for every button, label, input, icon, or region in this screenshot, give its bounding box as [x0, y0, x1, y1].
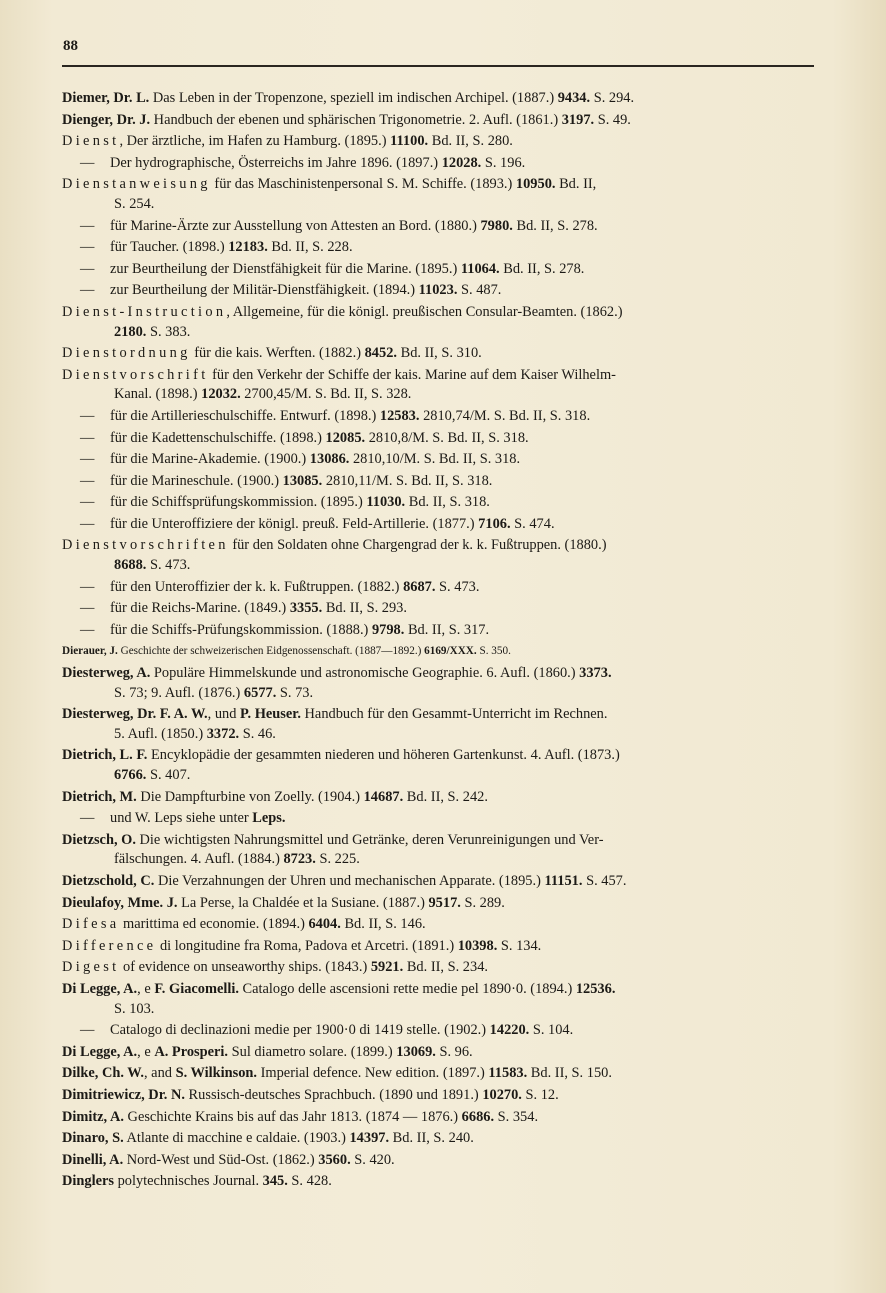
entry-title: S. 254. [114, 195, 155, 212]
entry-title: für die Marineschule. (1900.) [110, 472, 283, 489]
entry-catalog-number: 11151. [544, 872, 583, 889]
entry-dash: — [80, 810, 95, 827]
entry-dash: — [80, 239, 95, 256]
catalog-entry [62, 281, 820, 301]
entry-line [62, 1064, 820, 1084]
catalog-entry [62, 1172, 820, 1192]
entry-title: Der hydrographische, Österreichs im Jahre 1896. (1897.) [110, 154, 442, 171]
entry-reference: S. 354. [494, 1108, 539, 1125]
entry-author: Dieulafoy, Mme. J. [62, 894, 178, 911]
entry-line [62, 132, 820, 152]
entry-reference: S. 134. [497, 937, 542, 954]
entry-title: Sul diametro solare. (1899.) [228, 1043, 397, 1060]
entry-catalog-number: 7980. [480, 217, 513, 234]
entry-line [80, 578, 820, 598]
entry-title: , and [143, 1065, 176, 1082]
entry-reference: 2810,10/M. S. Bd. II, S. 318. [349, 451, 521, 468]
entry-catalog-number: 14220. [489, 1022, 530, 1039]
entry-line [62, 1043, 820, 1063]
entry-line [62, 1129, 820, 1149]
catalog-entry [62, 664, 820, 703]
page-number: 88 [63, 38, 78, 54]
entry-reference: S. 294. [590, 90, 635, 106]
entry-line [80, 599, 820, 619]
entry-title: S. 73; 9. Aufl. (1876.) [114, 684, 244, 701]
entry-dash: — [80, 494, 95, 511]
entry-title: La Perse, la Chaldée et la Susiane. (1887.) [177, 894, 429, 911]
entry-crossref: Leps. [252, 810, 286, 827]
entry-reference: S. 225. [315, 851, 360, 868]
entry-line [62, 344, 820, 364]
entry-title: polytechnisches Journal. [113, 1173, 263, 1190]
entry-coauthor: P. Heuser. [240, 706, 301, 723]
entry-title: für die Unteroffiziere der königl. preuß. Feld-Artillerie. (1877.) [110, 515, 479, 532]
entry-dash: — [80, 472, 95, 489]
catalog-entry [62, 809, 820, 829]
entry-title: Kanal. (1898.) [114, 386, 202, 403]
entry-title: Catalogo di declinazioni medie per 1900·0 di 1419 stelle. (1902.) [110, 1022, 490, 1039]
entry-catalog-number: 5921. [370, 959, 404, 976]
entry-catalog-number: 6404. [308, 916, 341, 933]
entry-title: für die Kadettenschulschiffe. (1898.) [110, 429, 326, 446]
entry-title: für Marine-Ärzte zur Ausstellung von Attesten an Bord. (1880.) [110, 217, 481, 234]
entry-catalog-number: 13069. [396, 1043, 436, 1060]
entry-catalog-number: 9798. [371, 621, 405, 638]
entry-title: di longitudine fra Roma, Padova et Arcetri. (1891.) [156, 937, 458, 954]
entry-line [80, 1021, 820, 1041]
entry-author: Dienger, Dr. J. [62, 111, 151, 128]
entry-catalog-number: 10270. [482, 1086, 522, 1103]
entry-line [80, 217, 820, 237]
entry-dash: — [80, 515, 95, 532]
entry-line [62, 556, 820, 576]
entry-line [62, 958, 820, 978]
entry-title: Das Leben in der Tropenzone, speziell im indischen Archipel. (1887.) [149, 90, 558, 106]
entry-line [80, 809, 820, 829]
entry-title: Atlante di macchine e caldaie. (1903.) [123, 1130, 350, 1147]
entry-reference: Bd. II, S. 278. [499, 260, 585, 277]
entry-reference: Bd. II, S. 310. [397, 345, 482, 362]
entry-line [80, 154, 820, 174]
entry-catalog-number: 11030. [366, 494, 406, 511]
entry-title: 5. Aufl. (1850.) [114, 725, 207, 742]
entry-line [80, 281, 820, 301]
entry-author: Dienstordnung [62, 345, 191, 362]
entry-line [62, 195, 820, 215]
entry-reference: 2810,8/M. S. Bd. II, S. 318. [365, 429, 529, 446]
catalog-entry [62, 344, 820, 364]
catalog-entry [62, 1129, 820, 1149]
entry-line [62, 1172, 820, 1192]
entry-title: Handbuch für den Gesammt-Unterricht im Rechnen. [300, 706, 608, 723]
catalog-entry [62, 746, 820, 785]
entry-author: Dienst-Instruction [62, 303, 227, 320]
entry-title: , Der ärztliche, im Hafen zu Hamburg. (1895.) [119, 133, 391, 150]
entry-catalog-number: 9434. [557, 90, 591, 106]
entry-title: Catalogo delle ascensioni rette medie pel 1890·0. (1894.) [238, 980, 576, 997]
entry-line [62, 684, 820, 704]
catalog-entry [62, 1086, 820, 1106]
entry-reference: Bd. II, S. 278. [512, 217, 598, 234]
catalog-entry [62, 1151, 820, 1171]
entry-line [62, 89, 820, 109]
entry-reference: S. 73. [276, 684, 314, 701]
entry-line [62, 366, 820, 386]
entry-line [80, 493, 820, 513]
entry-reference: 2810,11/M. S. Bd. II, S. 318. [322, 472, 493, 489]
entry-title: , e [137, 980, 155, 997]
entry-title: für den Verkehr der Schiffe der kais. Marine auf dem Kaiser Wilhelm- [208, 366, 616, 383]
entry-dash: — [80, 429, 95, 446]
entry-author: Dinelli, A. [62, 1151, 124, 1168]
entry-title: Geschichte der schweizerischen Eidgenossenschaft. (1887—1892.) [117, 645, 425, 658]
entry-line [80, 450, 820, 470]
entry-line [80, 621, 820, 641]
catalog-entry [62, 599, 820, 619]
catalog-entry [62, 407, 820, 427]
entry-title: für das Maschinistenpersonal S. M. Schiffe. (1893.) [210, 176, 516, 193]
entry-title: Imperial defence. New edition. (1897.) [257, 1065, 489, 1082]
entry-reference: S. 49. [594, 111, 631, 128]
entry-author: Di Legge, A. [62, 980, 138, 997]
entry-catalog-number: 7106. [478, 515, 511, 532]
catalog-entry [62, 450, 820, 470]
entry-catalog-number: 8452. [364, 345, 397, 362]
entry-coauthor: A. Prosperi. [154, 1043, 229, 1060]
entry-line [80, 429, 820, 449]
entry-dash: — [80, 1022, 95, 1039]
entry-title: Die wichtigsten Nahrungsmittel und Getränke, deren Verunreinigungen und Ver- [135, 831, 604, 848]
entry-reference: 2810,74/M. S. Bd. II, S. 318. [419, 407, 591, 424]
entry-title: of evidence on unseaworthy ships. (1843.) [119, 959, 371, 976]
catalog-entry [62, 937, 820, 957]
entry-title: marittima ed economie. (1894.) [119, 916, 309, 933]
entry-line [62, 705, 820, 725]
catalog-entry [62, 260, 820, 280]
entry-line [62, 664, 820, 684]
entry-catalog-number: 13086. [309, 451, 350, 468]
catalog-entry [62, 705, 820, 744]
entry-catalog-number: 12085. [325, 429, 366, 446]
entry-author: Dinglers [62, 1173, 114, 1190]
entry-coauthor: S. Wilkinson. [175, 1065, 258, 1082]
entry-reference: S. 428. [287, 1173, 332, 1190]
entry-reference: S. 474. [510, 515, 555, 532]
catalog-entry [62, 980, 820, 1019]
entry-reference: Bd. II, S. 228. [267, 239, 353, 256]
entry-line [62, 1086, 820, 1106]
entry-reference: S. 487. [457, 282, 502, 299]
entry-catalog-number: 3373. [579, 665, 612, 682]
catalog-entry [62, 894, 820, 914]
entry-author: Dietrich, M. [62, 788, 137, 805]
entry-dash: — [80, 217, 95, 234]
entry-catalog-number: 14397. [349, 1130, 390, 1147]
entry-title: und W. Leps siehe unter [110, 810, 253, 827]
catalog-entry [62, 536, 820, 575]
entry-reference: S. 473. [435, 578, 480, 595]
entry-line [62, 850, 820, 870]
entry-dash: — [80, 282, 95, 299]
catalog-entry [62, 1064, 820, 1084]
entry-author: Dienstanweisung [62, 176, 211, 193]
entry-reference: Bd. II, S. 150. [527, 1065, 612, 1082]
entry-reference: S. 289. [460, 894, 505, 911]
entry-line [80, 472, 820, 492]
entry-reference: Bd. II, S. 234. [403, 959, 488, 976]
entry-catalog-number: 6686. [461, 1108, 495, 1125]
entry-catalog-number: 8723. [283, 851, 316, 868]
entry-line [62, 746, 820, 766]
entry-line [62, 766, 820, 786]
entry-author: Diemer, Dr. L. [62, 90, 150, 106]
entry-reference: Bd. II, S. 293. [322, 600, 407, 617]
entry-author: Dienstvorschriften [62, 537, 229, 554]
entry-line [62, 788, 820, 808]
entry-dash: — [80, 407, 95, 424]
catalog-entry [62, 915, 820, 935]
entry-title: , e [137, 1043, 155, 1060]
entry-line [62, 175, 820, 195]
entry-line [62, 915, 820, 935]
entry-line [80, 238, 820, 258]
entry-line [62, 1151, 820, 1171]
entry-reference: Bd. II, S. 146. [340, 916, 426, 933]
entry-catalog-number: 6766. [114, 767, 147, 783]
entry-catalog-number: 11100. [390, 133, 429, 150]
catalog-entry [62, 1043, 820, 1063]
entry-catalog-number: 8687. [403, 578, 436, 595]
entry-catalog-number: 10950. [515, 176, 556, 193]
entry-catalog-number: 12583. [379, 407, 420, 424]
entry-author: Dinaro, S. [62, 1130, 124, 1147]
entry-author: Diesterweg, A. [62, 665, 151, 682]
entry-dash: — [80, 260, 95, 277]
entry-title: für die Marine-Akademie. (1900.) [110, 451, 310, 468]
entry-catalog-number: 11064. [460, 260, 500, 277]
entry-author: Digest [62, 959, 120, 976]
entry-title: fälschungen. 4. Aufl. (1884.) [114, 851, 284, 868]
entry-catalog-number: 3197. [561, 111, 595, 128]
header-rule [62, 65, 814, 67]
entry-title: Nord-West und Süd-Ost. (1862.) [123, 1151, 319, 1168]
entry-title: , Allgemeine, für die königl. preußischen Consular-Beamten. (1862.) [226, 303, 623, 320]
catalog-entry [62, 132, 820, 152]
entry-catalog-number: 12183. [228, 239, 268, 256]
entry-catalog-number: 12536. [575, 980, 616, 997]
entry-line [62, 725, 820, 745]
catalog-entry [62, 642, 820, 662]
catalog-entry [62, 366, 820, 405]
entry-line [80, 260, 820, 280]
entry-title: Handbuch der ebenen und sphärischen Trigonometrie. 2. Aufl. (1861.) [150, 111, 562, 128]
entry-title: Russisch-deutsches Sprachbuch. (1890 und 1891.) [184, 1086, 483, 1103]
entry-reference: 2700,45/M. S. Bd. II, S. 328. [240, 386, 412, 403]
entry-author: Di Legge, A. [62, 1043, 138, 1060]
entry-line [62, 872, 820, 892]
entry-coauthor: F. Giacomelli. [154, 980, 239, 997]
entry-title: für die Artillerieschulschiffe. Entwurf. (1898.) [110, 407, 380, 424]
entry-title: für Taucher. (1898.) [110, 239, 229, 256]
entry-line [80, 407, 820, 427]
catalog-entry [62, 493, 820, 513]
entry-line [62, 385, 820, 405]
entry-title: für die kais. Werften. (1882.) [190, 345, 365, 362]
entry-catalog-number: 12032. [201, 386, 241, 403]
entry-title: zur Beurtheilung der Dienstfähigkeit für die Marine. (1895.) [110, 260, 461, 277]
catalog-entry [62, 1108, 820, 1128]
entry-catalog-number: 6577. [243, 684, 277, 701]
entry-reference: S. 46. [239, 725, 276, 742]
entry-title: Die Verzahnungen der Uhren und mechanischen Apparate. (1895.) [154, 872, 545, 889]
catalog-entry [62, 788, 820, 808]
catalog-entry [62, 1021, 820, 1041]
entry-author: Dietzschold, C. [62, 872, 155, 889]
entry-line [62, 642, 820, 662]
entry-author: Dilke, Ch. W. [62, 1065, 144, 1082]
catalog-entry [62, 111, 820, 131]
entry-catalog-number: 3355. [289, 600, 323, 617]
catalog-entry [62, 472, 820, 492]
entry-title: Encyklopädie der gesammten niederen und höheren Gartenkunst. 4. Aufl. (1873.) [147, 747, 620, 764]
catalog-entry [62, 958, 820, 978]
entry-author: Dietrich, L. F. [62, 747, 148, 764]
catalog-entry [62, 515, 820, 535]
entry-line [62, 1000, 820, 1020]
entry-author: Dimitriewicz, Dr. N. [62, 1086, 185, 1103]
entry-author: Dienst [62, 133, 120, 150]
entry-catalog-number: 6169/XXX. [424, 645, 477, 658]
entry-reference: S. 457. [582, 872, 627, 889]
entry-author: Dietzsch, O. [62, 831, 136, 848]
catalog-entry [62, 429, 820, 449]
entry-author: Difference [62, 937, 157, 954]
entry-catalog-number: 345. [262, 1173, 288, 1190]
entry-title: S. 103. [114, 1000, 155, 1017]
entry-line [62, 831, 820, 851]
entry-catalog-number: 9517. [428, 894, 461, 911]
entry-title: Die Dampfturbine von Zoelly. (1904.) [136, 788, 364, 805]
entry-line [62, 111, 820, 131]
entry-line [62, 980, 820, 1000]
entry-line [62, 323, 820, 343]
entry-catalog-number: 8688. [114, 557, 147, 574]
entry-title: Populäre Himmelskunde und astronomische Geographie. 6. Aufl. (1860.) [150, 665, 580, 682]
entry-dash: — [80, 578, 95, 595]
entry-title: Geschichte Krains bis auf das Jahr 1813. (1874 — 1876.) [123, 1108, 462, 1125]
entry-reference: S. 407. [146, 767, 191, 783]
entry-reference: S. 104. [529, 1022, 574, 1039]
entry-title: , und [207, 706, 241, 723]
entry-dash: — [80, 621, 95, 638]
entry-reference: S. 196. [481, 154, 526, 171]
entry-catalog-number: 12028. [441, 154, 482, 171]
entry-reference: Bd. II, S. 280. [428, 133, 513, 150]
entry-catalog-number: 11023. [418, 282, 458, 299]
catalog-entry [62, 578, 820, 598]
entry-line [62, 937, 820, 957]
entry-line [62, 536, 820, 556]
entry-catalog-number: 14687. [363, 788, 404, 805]
catalog-entry [62, 238, 820, 258]
entry-reference: Bd. II, S. 317. [404, 621, 490, 638]
entry-reference: Bd. II, S. 318. [405, 494, 490, 511]
entry-reference: S. 473. [146, 557, 191, 574]
catalog-entry [62, 89, 820, 109]
entry-reference: Bd. II, S. 242. [403, 788, 488, 805]
catalog-entry [62, 175, 820, 214]
catalog-entry [62, 303, 820, 342]
entry-reference: S. 96. [435, 1043, 473, 1060]
entry-line [62, 303, 820, 323]
entry-reference: S. 383. [146, 323, 191, 340]
entry-title: für den Soldaten ohne Chargengrad der k. k. Fußtruppen. (1880.) [228, 537, 607, 554]
catalog-entry [62, 831, 820, 870]
entry-title: für die Schiffs-Prüfungskommission. (1888.) [110, 621, 372, 638]
catalog-entry [62, 872, 820, 892]
entry-reference: S. 420. [350, 1151, 395, 1168]
entry-catalog-number: 3560. [318, 1151, 351, 1168]
entry-catalog-number: 11583. [488, 1065, 528, 1082]
entry-title: für die Reichs-Marine. (1849.) [110, 600, 290, 617]
entry-title: zur Beurtheilung der Militär-Dienstfähigkeit. (1894.) [110, 282, 419, 299]
entry-author: Diesterweg, Dr. F. A. W. [62, 706, 208, 723]
entry-author: Dierauer, J. [62, 645, 118, 658]
entry-title: für die Schiffsprüfungskommission. (1895.) [110, 494, 367, 511]
entry-catalog-number: 2180. [114, 323, 147, 340]
catalog-entry [62, 621, 820, 641]
entry-dash: — [80, 154, 95, 171]
catalog-entry [62, 217, 820, 237]
entry-title: für den Unteroffizier der k. k. Fußtruppen. (1882.) [110, 578, 404, 595]
entry-catalog-number: 3372. [206, 725, 240, 742]
entry-dash: — [80, 600, 95, 617]
entry-reference: S. 12. [521, 1086, 559, 1103]
entry-catalog-number: 10398. [457, 937, 498, 954]
entry-line [62, 894, 820, 914]
catalog-entry [62, 154, 820, 174]
entry-line [80, 515, 820, 535]
entry-author: Dienstvorschrift [62, 366, 209, 383]
entry-author: Dimitz, A. [62, 1108, 124, 1125]
catalog-entries [62, 89, 820, 1194]
entry-reference: S. 350. [476, 645, 511, 658]
entry-reference: Bd. II, [555, 176, 597, 193]
entry-dash: — [80, 451, 95, 468]
entry-author: Difesa [62, 916, 120, 933]
entry-line [62, 1108, 820, 1128]
entry-catalog-number: 13085. [282, 472, 323, 489]
entry-reference: Bd. II, S. 240. [389, 1130, 474, 1147]
